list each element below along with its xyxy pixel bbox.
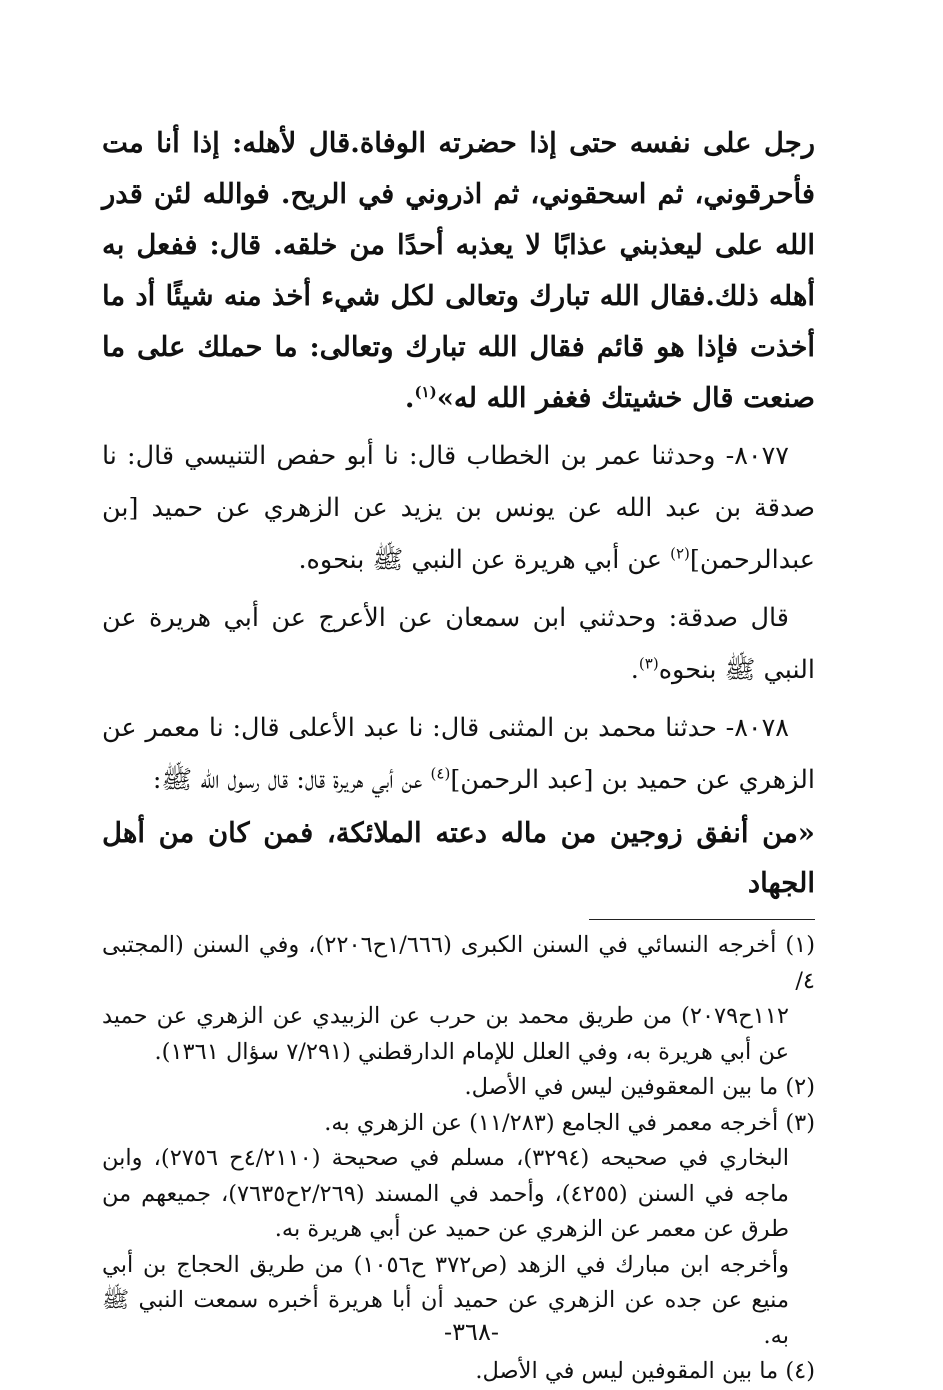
- sadaqa-text: قال صدقة: وحدثني ابن سمعان عن الأعرج عن أبي هريرة عن النبي ﷺ بنحوه: [102, 603, 815, 685]
- footnote-3-sub-2: وأخرجه ابن مبارك في الزهد (ص٣٧٢ ح١٠٥٦) من طريق الحجاج بن أبي منيع عن جده عن الزهري عن حميد أن أبا هريرة أخبره سمعت النبي ﷺ به.: [102, 1251, 789, 1349]
- footnote-4: (٤) ما بين المقوفين ليس في الأصل.: [475, 1358, 815, 1384]
- sadaqa-end: .: [630, 655, 639, 685]
- hadith-continuation: [102, 118, 815, 424]
- footnote-2: (٢) ما بين المعقوفين ليس في الأصل.: [464, 1074, 815, 1100]
- page-number: -٣٦٨-: [444, 1318, 499, 1346]
- hadith-8077-text: ٨٠٧٧- وحدثنا عمر بن الخطاب قال: نا أبو حفص التنيسي قال: نا صدقة بن عبد الله عن يونس بن يزيد عن الزهري عن حميد [بن عبدالرحمن]: [102, 441, 815, 575]
- hadith-continuation-text: رجل على نفسه حتى إذا حضرته الوفاة.قال لأهله: إذا أنا مت فأحرقوني، ثم اسحقوني، ثم اذروني في الريح. فوالله لئن قدر الله على ليعذبني عذابًا لا يعذبه أحدًا من خلقه. قال: ففعل به أهله ذلك.فقال الله تبارك وتعالى لكل شيء أخذ منه شيئًا أد ما أخذت فإذا هو قائم فقال الله تبارك وتعالى: ما حملك على ما صنعت قال خشيتك فغفر الله له»: [102, 127, 815, 414]
- footnote-1: (١) أخرجه النسائي في السنن الكبرى (١/٦٦٦ح٢٢٠٦)، وفي السنن (المجتبى ٤/: [102, 932, 816, 994]
- sadaqa-paragraph: [102, 592, 815, 696]
- hadith-8077: [102, 430, 815, 586]
- hadith-8078-end: عن أبي هريرة قال: قال رسول الله ﷺ:: [152, 765, 431, 795]
- main-text: [102, 118, 815, 908]
- hadith-8078-text: ٨٠٧٨- حدثنا محمد بن المثنى قال: نا عبد الأعلى قال: نا معمر عن الزهري عن حميد بن [عبد الرحمن]: [102, 713, 815, 795]
- footnote-3-sub-1: البخاري في صحيحه (٣٢٩٤)، مسلم في صحيحة (٤/٢١١٠ح ٢٧٥٦)، وابن ماجه في السنن (٤٢٥٥)، وأحمد في المسند (٢/٢٦٩ح٧٦٣٥)، جميعهم من طرق عن معمر عن الزهري عن حميد عن أبي هريرة به.: [102, 1145, 789, 1242]
- footnote-ref-1: (١): [414, 382, 437, 401]
- footnote-ref-3: (٣): [638, 654, 659, 673]
- hadith-8078: [102, 702, 815, 806]
- hadith-8077-end: عن أبي هريرة عن النبي ﷺ بنحوه.: [298, 545, 671, 575]
- footnote-1-continuation: ١١٢ح٢٠٧٩) من طريق محمد بن حرب عن الزبيدي عن الزهري عن حميد عن أبي هريرة به، وفي العلل للإمام الدارقطني (٧/٢٩١ سؤال ١٣٦١).: [102, 1003, 789, 1065]
- footnote-3: (٣) أخرجه معمر في الجامع (١١/٢٨٣) عن الزهري به.: [324, 1109, 815, 1136]
- footnote-ref-2: (٢): [670, 544, 690, 563]
- footnote-divider: [589, 919, 815, 920]
- footnote-ref-4: (٤): [430, 764, 451, 783]
- hadith-continuation-end: .: [404, 382, 415, 414]
- hadith-8078-quote: «من أنفق زوجين من ماله دعته الملائكة، فمن كان من أهل الجهاد: [102, 817, 815, 899]
